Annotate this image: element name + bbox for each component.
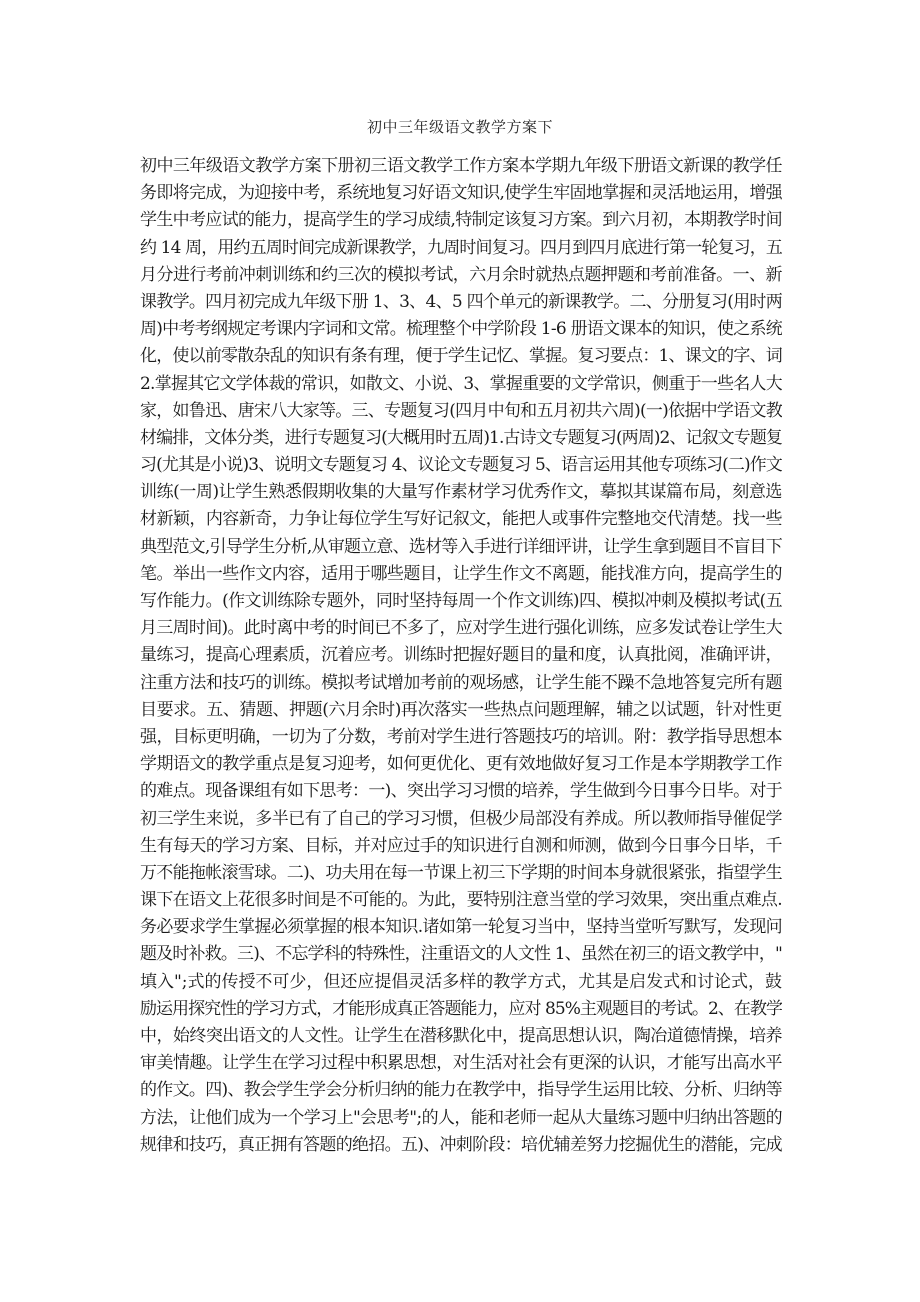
paragraph-line: 审美情趣。让学生在学习过程中积累思想，对生活对社会有更深的认识，才能写出高水平 xyxy=(140,1053,782,1074)
paragraph-line: 训练(一周)让学生熟悉假期收集的大量写作素材学习优秀作文，摹拟其谋篇布局，刻意选 xyxy=(140,482,782,503)
paragraph-line: 家，如鲁迅、唐宋八大家等。三、专题复习(四月中旬和五月初共六周)(一)依据中学语文教 xyxy=(140,400,782,421)
paragraph-line: 材新颖，内容新奇，力争让每位学生写好记叙文，能把人或事件完整地交代清楚。找一些 xyxy=(140,509,782,530)
paragraph-line: 填入";式的传授不可少，但还应提倡灵活多样的教学方式，尤其是启发式和讨论式，鼓 xyxy=(140,971,782,992)
paragraph-line: 课教学。四月初完成九年级下册 1、3、4、5 四个单元的新课教学。二、分册复习(用时两 xyxy=(140,291,782,312)
paragraph-line: 月三周时间)。此时离中考的时间已不多了，应对学生进行强化训练，应多发试卷让学生大 xyxy=(140,618,782,639)
paragraph-line: 典型范文,引导学生分析,从审题立意、选材等入手进行详细评讲，让学生拿到题目不盲目下 xyxy=(140,536,782,557)
paragraph-line: 初中三年级语文教学方案下册初三语文教学工作方案本学期九年级下册语文新课的教学任 xyxy=(140,156,782,176)
paragraph-line: 生有每天的学习方案、目标，并对应过手的知识进行自测和师测，做到今日事今日毕，千 xyxy=(140,835,782,856)
paragraph-line: 注重方法和技巧的训练。模拟考试增加考前的观场感，让学生能不躁不急地答复完所有题 xyxy=(140,672,782,693)
paragraph-line: 务即将完成，为迎接中考，系统地复习好语文知识,使学生牢固地掌握和灵活地运用，增强 xyxy=(140,183,782,204)
paragraph-line: 2.掌握其它文学体裁的常识，如散文、小说、3、掌握重要的文学常识，侧重于一些名人大 xyxy=(140,373,782,394)
document-body xyxy=(140,153,782,1159)
paragraph-line: 周)中考考纲规定考课内字词和文常。梳理整个中学阶段 1-6 册语文课本的知识，使之系统 xyxy=(140,319,782,340)
document-title: 初中三年级语文教学方案下 xyxy=(366,118,553,136)
paragraph-line: 的难点。现备课组有如下思考：一)、突出学习习惯的培养，学生做到今日事今日毕。对于 xyxy=(140,781,782,802)
paragraph-line: 方法，让他们成为一个学习上"会思考";的人，能和老师一起从大量练习题中归纳出答题的 xyxy=(140,1107,782,1128)
paragraph-line: 材编排，文体分类，进行专题复习(大概用时五周)1.古诗文专题复习(两周)2、记叙文专题复 xyxy=(140,427,782,448)
paragraph-line: 中，始终突出语文的人文性。让学生在潜移默化中，提高思想认识，陶冶道德情操，培养 xyxy=(140,1026,782,1046)
paragraph-line: 量练习，提高心理素质，沉着应考。训练时把握好题目的量和度，认真批阅，准确评讲， xyxy=(140,645,782,666)
paragraph-line: 学期语文的教学重点是复习迎考，如何更优化、更有效地做好复习工作是本学期教学工作 xyxy=(140,754,782,775)
paragraph-line: 笔。举出一些作文内容，适用于哪些题目，让学生作文不离题，能找准方向，提高学生的 xyxy=(140,563,782,584)
paragraph-line: 化，使以前零散杂乱的知识有条有理，便于学生记忆、掌握。复习要点：1、课文的字、词 xyxy=(140,346,782,367)
paragraph-line: 励运用探究性的学习方式，才能形成真正答题能力，应对 85%主观题目的考试。2、在教学 xyxy=(140,998,782,1019)
paragraph-line: 万不能拖帐滚雪球。二)、功夫用在每一节课上初三下学期的时间本身就很紧张，指望学生 xyxy=(140,862,782,883)
paragraph-line: 课下在语文上花很多时间是不可能的。为此，要特别注意当堂的学习效果，突出重点难点. xyxy=(140,890,782,911)
paragraph-line: 写作能力。(作文训练除专题外，同时坚持每周一个作文训练)四、模拟冲刺及模拟考试(五 xyxy=(140,591,782,611)
paragraph-line: 题及时补救。三)、不忘学科的特殊性，注重语文的人文性 1、虽然在初三的语文教学中，" xyxy=(140,944,782,965)
paragraph-line: 规律和技巧，真正拥有答题的绝招。五)、冲刺阶段：培优辅差努力挖掘优生的潜能，完成 xyxy=(140,1134,782,1155)
paragraph-line: 约 14 周，用约五周时间完成新课教学，九周时间复习。四月到四月底进行第一轮复习，五 xyxy=(140,237,782,258)
paragraph-line: 务必要求学生掌握必须掌握的根本知识.诸如第一轮复习当中，坚持当堂听写默写，发现问 xyxy=(140,917,782,938)
paragraph-line: 月分进行考前冲刺训练和约三次的模拟考试，六月余时就热点题押题和考前准备。一、新 xyxy=(140,264,782,285)
paragraph-line: 的作文。四)、教会学生学会分析归纳的能力在教学中，指导学生运用比较、分析、归纳等 xyxy=(140,1080,782,1101)
paragraph-line: 学生中考应试的能力，提高学生的学习成绩,特制定该复习方案。到六月初，本期教学时间 xyxy=(140,210,782,231)
paragraph-line: 强，目标更明确，一切为了分数，考前对学生进行答题技巧的培训。附：教学指导思想本 xyxy=(140,726,782,747)
paragraph-line: 目要求。五、猜题、押题(六月余时)再次落实一些热点问题理解，辅之以试题，针对性更 xyxy=(140,699,782,720)
paragraph-line: 习(尤其是小说)3、说明文专题复习 4、议论文专题复习 5、语言运用其他专项练习(二)作文 xyxy=(140,455,782,476)
paragraph-line: 初三学生来说，多半已有了自己的学习习惯，但极少局部没有养成。所以教师指导催促学 xyxy=(140,808,782,829)
